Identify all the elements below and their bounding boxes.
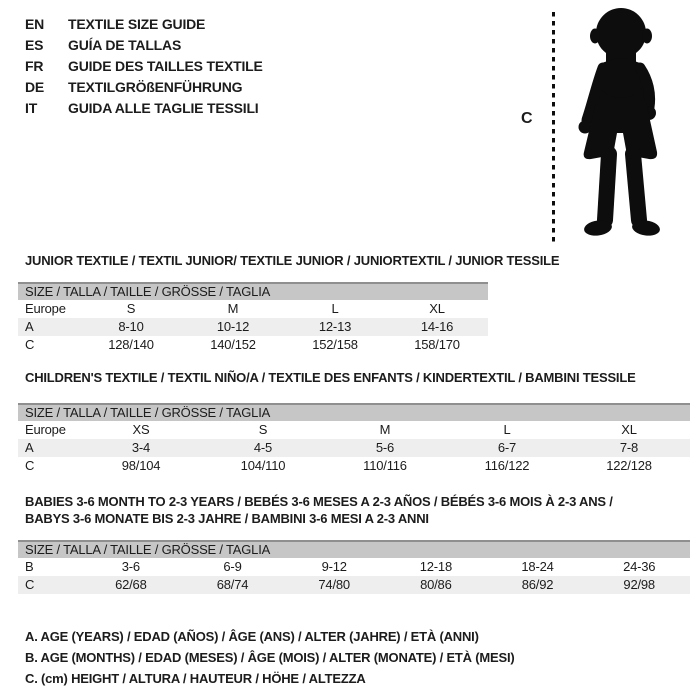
size-table bbox=[18, 540, 690, 594]
table-cell: XL bbox=[621, 422, 637, 437]
language-title: GUIDE DES TAILLES TEXTILE bbox=[68, 58, 263, 74]
footnote-line: C. (cm) HEIGHT / ALTURA / HAUTEUR / HÖHE / ALTEZZA bbox=[25, 671, 366, 686]
table-row bbox=[18, 421, 690, 439]
toddler-silhouette-image bbox=[562, 6, 678, 246]
table-cell: 158/170 bbox=[414, 337, 460, 352]
row-label: C bbox=[25, 458, 35, 473]
table-cell: 122/128 bbox=[606, 458, 652, 473]
language-row bbox=[25, 35, 263, 56]
table-cell: 6-9 bbox=[223, 559, 242, 574]
row-label: C bbox=[25, 577, 35, 592]
table-cell: 98/104 bbox=[121, 458, 161, 473]
size-section bbox=[18, 252, 560, 354]
table-cell: 7-8 bbox=[619, 440, 639, 455]
table-cell: 140/152 bbox=[210, 337, 256, 352]
language-code: FR bbox=[25, 58, 44, 74]
table-cell: 4-5 bbox=[253, 440, 273, 455]
table-cell: M bbox=[227, 301, 239, 316]
language-row bbox=[25, 77, 263, 98]
table-cell: 86/92 bbox=[521, 577, 554, 592]
table-cell: XL bbox=[429, 301, 445, 316]
table-cell: XS bbox=[132, 422, 150, 437]
row-label: A bbox=[25, 319, 34, 334]
section-heading: BABIES 3-6 MONTH TO 2-3 YEARS / BEBÉS 3-6 MESES A 2-3 AÑOS / BÉBÉS 3-6 MOIS À 2-3 ANS / bbox=[25, 494, 613, 509]
language-row bbox=[25, 56, 263, 77]
height-dashed-line bbox=[552, 12, 555, 242]
table-cell: S bbox=[258, 422, 268, 437]
row-label: Europe bbox=[25, 422, 66, 437]
language-row bbox=[25, 14, 263, 35]
table-size-header: SIZE / TALLA / TAILLE / GRÖSSE / TAGLIA bbox=[18, 540, 690, 558]
table-cell: M bbox=[379, 422, 391, 437]
table-row bbox=[18, 457, 690, 475]
language-list bbox=[25, 14, 263, 119]
table-cell: 62/68 bbox=[115, 577, 147, 592]
table-cell: 3-6 bbox=[121, 559, 140, 574]
table-size-header: SIZE / TALLA / TAILLE / GRÖSSE / TAGLIA bbox=[18, 403, 690, 421]
table-cell: 128/140 bbox=[108, 337, 154, 352]
table-row bbox=[18, 439, 690, 457]
row-label: B bbox=[25, 559, 34, 574]
size-table bbox=[18, 403, 690, 475]
table-cell: 12-18 bbox=[419, 559, 452, 574]
table-row bbox=[18, 576, 690, 594]
table-cell: 12-13 bbox=[318, 319, 352, 334]
table-cell: 74/80 bbox=[318, 577, 350, 592]
table-cell: 80/86 bbox=[420, 577, 452, 592]
language-code: EN bbox=[25, 16, 45, 32]
table-cell: 152/158 bbox=[312, 337, 358, 352]
language-title: GUÍA DE TALLAS bbox=[68, 37, 182, 53]
table-cell: 14-16 bbox=[420, 319, 454, 334]
language-title: TEXTILGRÖßENFÜHRUNG bbox=[68, 79, 243, 95]
footnote-line: B. AGE (MONTHS) / EDAD (MESES) / ÂGE (MOIS) / ALTER (MONATE) / ETÀ (MESI) bbox=[25, 650, 515, 665]
table-row bbox=[18, 336, 488, 354]
table-cell: 110/116 bbox=[363, 458, 407, 473]
row-label: C bbox=[25, 337, 35, 352]
footnotes bbox=[25, 626, 515, 689]
language-code: ES bbox=[25, 37, 44, 53]
table-cell: 8-10 bbox=[118, 319, 144, 334]
row-label: Europe bbox=[25, 301, 66, 316]
height-measure-label: C bbox=[521, 110, 533, 127]
table-cell: 116/122 bbox=[484, 458, 530, 473]
section-heading: CHILDREN'S TEXTILE / TEXTIL NIÑO/A / TEXTILE DES ENFANTS / KINDERTEXTIL / BAMBINI TESSILE bbox=[25, 370, 636, 385]
table-cell: 24-36 bbox=[623, 559, 656, 574]
size-section bbox=[18, 493, 690, 594]
row-label: A bbox=[25, 440, 34, 455]
table-cell: 6-7 bbox=[497, 440, 517, 455]
table-cell: 92/98 bbox=[623, 577, 655, 592]
table-cell: 68/74 bbox=[216, 577, 249, 592]
table-size-header: SIZE / TALLA / TAILLE / GRÖSSE / TAGLIA bbox=[18, 282, 488, 300]
table-cell: L bbox=[331, 301, 339, 316]
table-cell: 18-24 bbox=[521, 559, 554, 574]
language-title: TEXTILE SIZE GUIDE bbox=[68, 16, 206, 32]
footnote-line: A. AGE (YEARS) / EDAD (AÑOS) / ÂGE (ANS) / ALTER (JAHRE) / ETÀ (ANNI) bbox=[25, 629, 479, 644]
figure-area bbox=[505, 0, 695, 255]
table-row bbox=[18, 318, 488, 336]
table-cell: 104/110 bbox=[240, 458, 286, 473]
table-cell: 10-12 bbox=[216, 319, 250, 334]
section-heading: BABYS 3-6 MONATE BIS 2-3 JAHRE / BAMBINI 3-6 MESI A 2-3 ANNI bbox=[25, 511, 429, 526]
table-cell: L bbox=[503, 422, 511, 437]
size-section bbox=[18, 369, 690, 475]
table-row bbox=[18, 300, 488, 318]
language-row bbox=[25, 98, 263, 119]
language-title: GUIDA ALLE TAGLIE TESSILI bbox=[68, 100, 259, 116]
table-row bbox=[18, 558, 690, 576]
language-code: DE bbox=[25, 79, 45, 95]
table-cell: 5-6 bbox=[375, 440, 395, 455]
size-table bbox=[18, 282, 488, 354]
table-cell: S bbox=[126, 301, 136, 316]
table-cell: 3-4 bbox=[131, 440, 151, 455]
table-cell: 9-12 bbox=[321, 559, 347, 574]
language-code: IT bbox=[25, 100, 38, 116]
section-heading: JUNIOR TEXTILE / TEXTIL JUNIOR/ TEXTILE JUNIOR / JUNIORTEXTIL / JUNIOR TESSILE bbox=[25, 253, 560, 268]
